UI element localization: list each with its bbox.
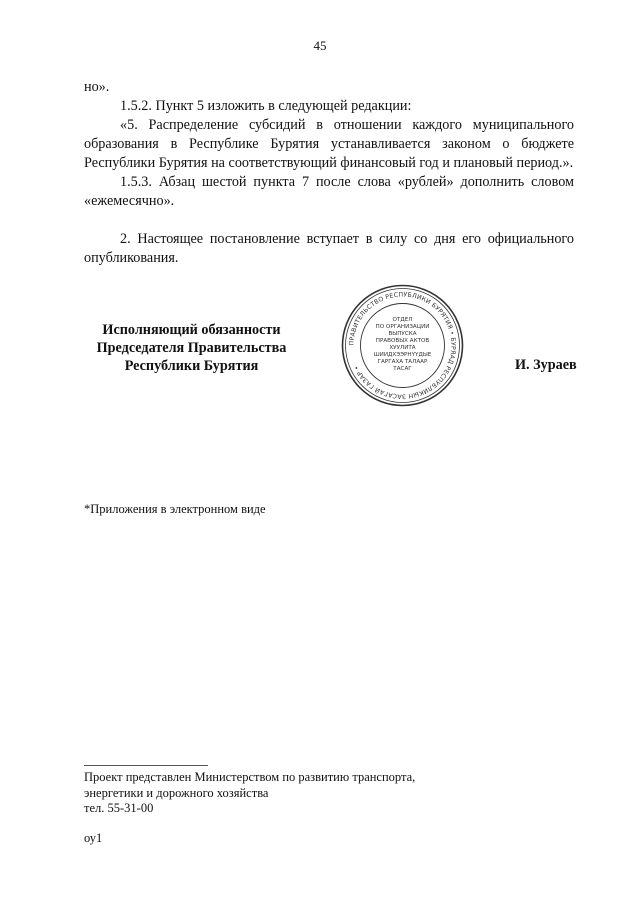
footer-divider	[84, 765, 208, 766]
signatory-name: И. Зураев	[515, 357, 577, 373]
signature-title-line: Исполняющий обязанности	[102, 322, 281, 338]
footer-note	[84, 770, 415, 817]
official-seal	[340, 283, 465, 408]
seal-line: ПО ОРГАНИЗАЦИИ	[375, 324, 430, 330]
seal-line: ГАРГАХА ТАЛААР	[377, 359, 428, 365]
paragraph-quoted-item-5: «5. Распределение субсидий в отношении каждого муниципального образования в Республике Бурятия устанавливается законом о бюджете Республики Бурятия на соответствующий финансовый год и плановый период.».	[84, 117, 574, 171]
seal-line: ТАСАГ	[393, 366, 412, 372]
paragraph-continuation: но».	[84, 79, 110, 95]
footer-phone: тел. 55-31-00	[84, 801, 154, 815]
seal-line: ШИИДХЭЭРНҮҮДЫЕ	[373, 352, 432, 358]
signature-title-line: Председателя Правительства	[96, 340, 287, 356]
page-number: 45	[313, 38, 327, 53]
seal-line: ОТДЕЛ	[392, 317, 413, 323]
paragraph-1-5-3: 1.5.3. Абзац шестой пункта 7 после слова «рублей» дополнить словом «ежемесячно».	[84, 174, 574, 209]
paragraph-effective-date: 2. Настоящее постановление вступает в силу со дня его официального опубликования.	[84, 231, 574, 266]
signature-title-line: Республики Бурятия	[124, 358, 259, 374]
document-code: оу1	[84, 831, 103, 845]
seal-line: ВЫПУСКА	[388, 331, 417, 337]
paragraph-1-5-2: 1.5.2. Пункт 5 изложить в следующей редакции:	[120, 98, 412, 114]
seal-line: ХУУЛИТА	[389, 345, 416, 351]
document-body	[84, 78, 574, 268]
attachment-note: *Приложения в электронном виде	[84, 502, 266, 516]
signature-title	[84, 321, 299, 375]
footer-line: Проект представлен Министерством по развитию транспорта,	[84, 770, 416, 784]
seal-line: ПРАВОВЫХ АКТОВ	[375, 338, 430, 344]
footer-line: энергетики и дорожного хозяйства	[84, 785, 269, 800]
seal-ring-text: ПРАВИТЕЛЬСТВО РЕСПУБЛИКИ БУРЯТИЯ • БУРЯАД РЕСПУБЛИКЫН ЗАСАГАЙ ГАЗАР •	[348, 291, 457, 400]
